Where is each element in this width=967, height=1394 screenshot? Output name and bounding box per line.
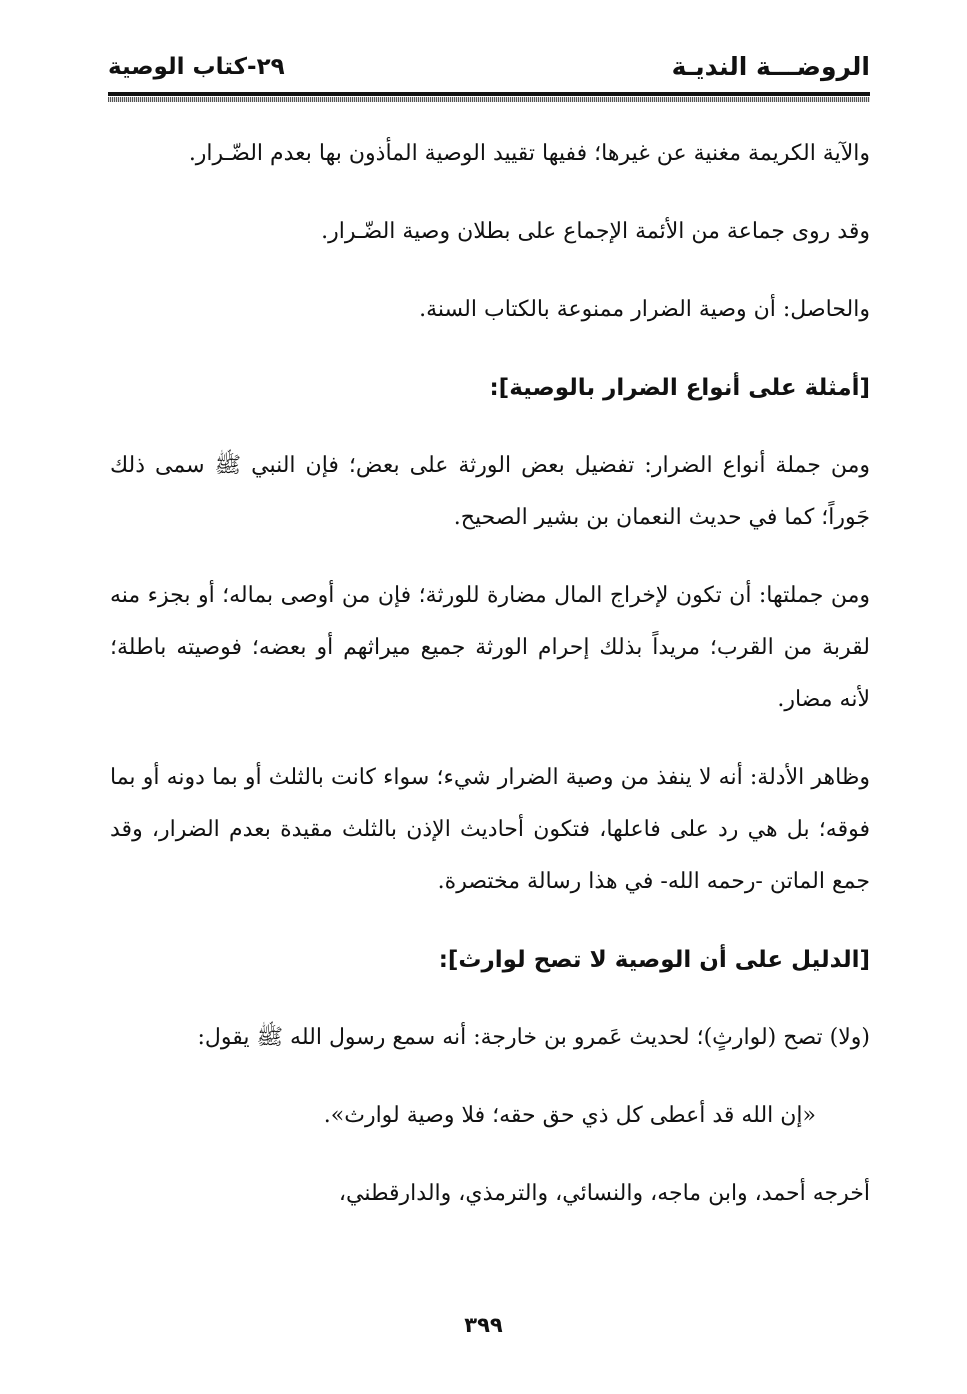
running-header [108, 48, 870, 88]
paragraph-8: أخرجه أحمد، وابن ماجه، والنسائي، والترمذي، والدارقطني، [338, 1181, 870, 1206]
paragraph-4: ومن جملة أنواع الضرار: تفضيل بعض الورثة على بعض؛ فإن النبي ﷺ سمى ذلك جَوراً؛ كما في حديث النعمان بن بشير الصحيح. [110, 453, 870, 530]
book-title: الروضـــة النديـة [671, 52, 870, 81]
header-rule-hatched [108, 97, 870, 102]
chapter-title: ٢٩-كتاب الوصية [108, 54, 285, 80]
paragraph-1: والآية الكريمة مغنية عن غيرها؛ ففيها تقييد الوصية المأذون بها بعدم الضّـرار. [188, 141, 870, 166]
page-number: ٣٩٩ [464, 1313, 503, 1337]
header-rule [108, 92, 870, 96]
paragraph-3: والحاصل: أن وصية الضرار ممنوعة بالكتاب السنة. [419, 297, 870, 322]
section-heading-evidence: [الدليل على أن الوصية لا تصح لوارث]: [438, 947, 870, 973]
hadith-quote: «إن الله قد أعطى كل ذي حق حقه؛ فلا وصية لوارث». [323, 1103, 816, 1128]
page-body [110, 128, 870, 1246]
paragraph-2: وقد روى جماعة من الأئمة الإجماع على بطلان وصية الضّـرار. [321, 219, 870, 244]
section-heading-examples: [أمثلة على أنواع الضرار بالوصية]: [489, 375, 870, 401]
paragraph-7: (ولا) تصح (لوارثٍ)؛ لحديث عَمرو بن خارجة: أنه سمع رسول الله ﷺ يقول: [197, 1025, 870, 1050]
paragraph-5: ومن جملتها: أن تكون لإخراج المال مضارة للورثة؛ فإن من أوصى بماله؛ أو بجزء منه لقربة من القرب؛ مريداً بذلك إحرام الورثة جميع ميراثهم أو بعضه؛ فوصيته باطلة؛ لأنه مضار. [110, 583, 871, 712]
paragraph-6: وظاهر الأدلة: أنه لا ينفذ من وصية الضرار شيء؛ سواء كانت بالثلث أو بما دونه أو بما فوقه؛ بل هي رد على فاعلها، فتكون أحاديث الإذن بالثلث مقيدة بعدم الضرار، وقد جمع الماتن -رحمه الله- في هذا رسالة مختصرة. [110, 765, 870, 894]
